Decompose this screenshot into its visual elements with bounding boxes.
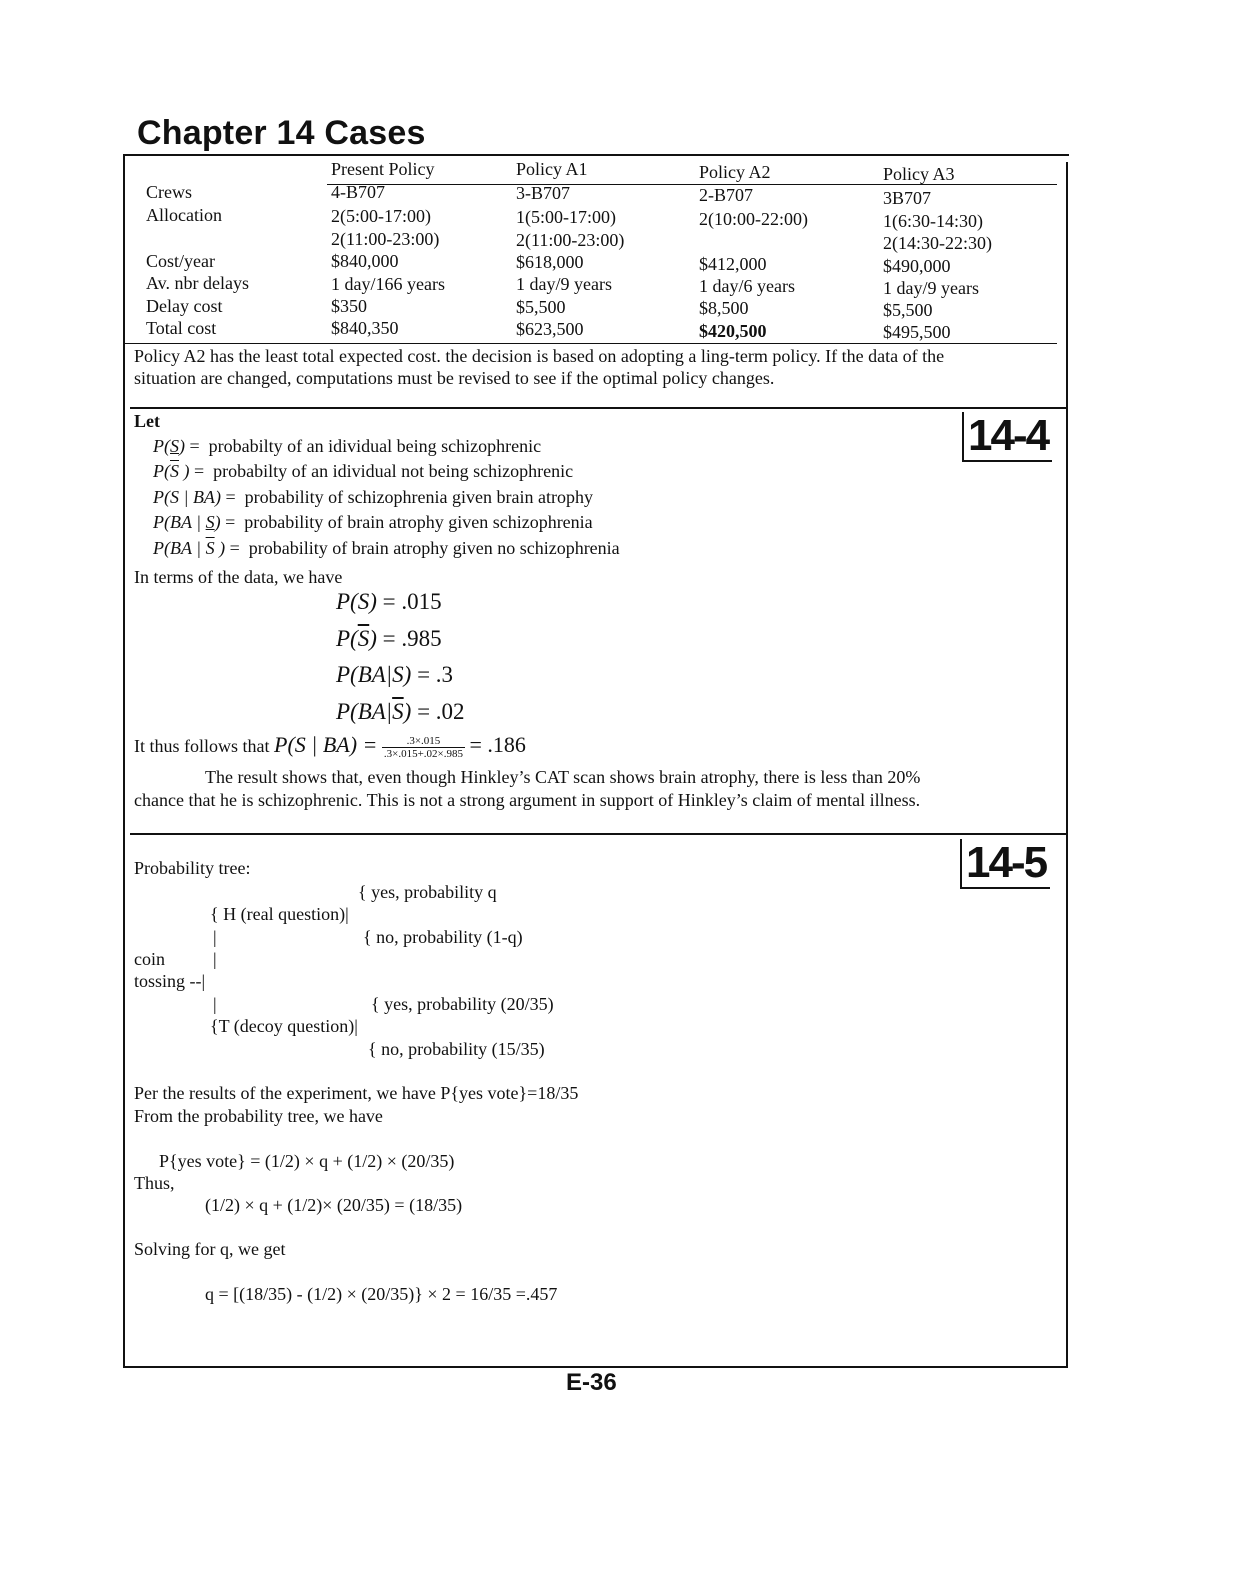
table-cell: $350 (331, 296, 367, 316)
page-number: E-36 (566, 1369, 617, 1396)
tree-node: {T (decoy question)| (210, 1016, 358, 1036)
table-cell: $490,000 (883, 256, 951, 276)
table-cell: 2-B707 (699, 185, 753, 205)
case-14-4-conclusion: chance that he is schizophrenic. This is not a strong argument in support of Hinkley’s claim of mental illness. (134, 790, 921, 810)
definition-text: probabilty of an idividual being schizophrenic (208, 436, 542, 456)
definition-lhs: P(BA | $\overline{S}$ ) (153, 538, 226, 558)
table-bottom-rule (124, 343, 1057, 344)
table-cell: 2(10:00-22:00) (699, 209, 808, 229)
table-cell: 2(14:30-22:30) (883, 233, 992, 253)
result-prefix: It thus follows that (134, 736, 270, 756)
data-intro: In terms of the data, we have (134, 567, 343, 587)
data-equation: P(BA|S) = .3 (336, 662, 454, 687)
table-cell: $412,000 (699, 254, 767, 274)
table-cell: 1(5:00-17:00) (516, 207, 616, 227)
tree-node: { yes, probability q (358, 882, 497, 902)
table-top-rule (124, 154, 1069, 156)
tree-node: { yes, probability (20/35) (371, 994, 554, 1014)
solution-equation: P{yes vote} = (1/2) × q + (1/2) × (20/35) (159, 1151, 455, 1171)
tree-connector: | (213, 949, 217, 969)
table-cell: 2(11:00-23:00) (516, 230, 625, 250)
definition-row: $P(\overline{S}$ ) = probabilty of an idividual not being schizophrenic (153, 461, 574, 481)
let-label: Let (134, 411, 160, 431)
definition-text: probability of brain atrophy given schizophrenia (244, 512, 593, 532)
definition-row: P(BA | $\overline{S}$ ) = probability of brain atrophy given no schizophrenia (153, 538, 620, 558)
table-header-rule (327, 184, 1057, 185)
result-lhs: P(S | BA) = (274, 732, 378, 757)
solution-line: Per the results of the experiment, we have P{yes vote}=18/35 (134, 1083, 579, 1103)
definition-lhs: P(BA | S) (153, 512, 221, 532)
tree-root-label: coin (134, 949, 165, 969)
table-cell: $8,500 (699, 298, 749, 318)
case-badge-14-5: 14-5 (960, 839, 1050, 889)
policy-conclusion-line: situation are changed, computations must be revised to see if the optimal policy changes. (134, 368, 775, 388)
definition-text: probability of schizophrenia given brain atrophy (244, 487, 593, 507)
definition-lhs: $P(\overline{S}$ ) (153, 461, 190, 481)
case-14-4-conclusion: The result shows that, even though Hinkley’s CAT scan shows brain atrophy, there is less than 20% (205, 767, 921, 787)
row-label: Av. nbr delays (146, 273, 249, 293)
row-label: Allocation (146, 205, 222, 225)
table-cell: 1 day/166 years (331, 274, 445, 294)
definition-row: P(BA | S) = probability of brain atrophy given schizophrenia (153, 512, 593, 532)
case-badge-14-4: 14-4 (962, 412, 1052, 462)
row-label: Delay cost (146, 296, 223, 316)
definition-lhs: P(S) (153, 436, 185, 456)
table-cell-highlight: $420,500 (699, 321, 767, 341)
frame-right-border (1066, 162, 1068, 1368)
solution-line: From the probability tree, we have (134, 1106, 383, 1126)
table-header: Policy A1 (516, 159, 588, 179)
frame-left-border (123, 154, 125, 1368)
definition-text: probabilty of an idividual not being schizophrenic (213, 461, 574, 481)
table-header: Present Policy (331, 159, 435, 179)
table-cell: 2(11:00-23:00) (331, 229, 440, 249)
table-header: Policy A2 (699, 162, 771, 182)
section-divider-14-5 (130, 833, 1067, 835)
table-cell: 1 day/9 years (883, 278, 979, 298)
data-equation: $P(BA|\overline{S}) = .02$ (336, 699, 465, 724)
policy-conclusion-line: Policy A2 has the least total expected cost. the decision is based on adopting a ling-term policy. If the data of the (134, 346, 945, 366)
data-value: .985 (401, 626, 442, 651)
solution-line: Thus, (134, 1173, 175, 1193)
data-value: .3 (435, 662, 454, 687)
frame-bottom-border (123, 1366, 1068, 1368)
row-label: Cost/year (146, 251, 215, 271)
tree-connector: | (213, 994, 217, 1014)
table-header: Policy A3 (883, 164, 955, 184)
table-cell: 3-B707 (516, 183, 570, 203)
tree-label: Probability tree: (134, 858, 251, 878)
section-divider-14-4 (130, 407, 1067, 409)
data-value: .015 (401, 589, 442, 614)
solution-equation: (1/2) × q + (1/2)× (20/35) = (18/35) (205, 1195, 463, 1215)
tree-connector: | (213, 927, 217, 947)
tree-node: { H (real question)| (210, 904, 349, 924)
solution-equation: q = [(18/35) - (1/2) × (20/35)} × 2 = 16/35 =.457 (205, 1284, 558, 1304)
table-cell: 2(5:00-17:00) (331, 206, 431, 226)
result-fraction: $\frac{.3\times.015}{.3\times.015+.02\times.985}$ (383, 735, 463, 761)
tree-node: { no, probability (15/35) (368, 1039, 545, 1059)
data-equation: P(S) = .015 (336, 589, 442, 614)
definition-lhs: P(S | BA) (153, 487, 221, 507)
data-equation: $P(\overline{S}) = .985$ (336, 626, 442, 651)
table-cell: 4-B707 (331, 182, 385, 202)
solution-line: Solving for q, we get (134, 1239, 286, 1259)
tree-node: { no, probability (1-q) (363, 927, 523, 947)
table-cell: 1(6:30-14:30) (883, 211, 983, 231)
table-cell: 1 day/6 years (699, 276, 795, 296)
result-equation (134, 730, 526, 761)
table-cell: $840,000 (331, 251, 399, 271)
definition-text: probability of brain atrophy given no schizophrenia (248, 538, 620, 558)
table-cell: $840,350 (331, 318, 399, 338)
table-cell: 1 day/9 years (516, 274, 612, 294)
result-value: = .186 (469, 732, 526, 757)
table-cell: $495,500 (883, 322, 951, 342)
data-value: .02 (435, 699, 465, 724)
table-cell: 3B707 (883, 188, 932, 208)
definition-row: P(S | BA) = probability of schizophrenia given brain atrophy (153, 487, 593, 507)
tree-root-label: tossing --| (134, 971, 206, 991)
definition-row: P(S) = probabilty of an idividual being schizophrenic (153, 436, 542, 456)
page-title: Chapter 14 Cases (137, 114, 426, 152)
table-cell: $618,000 (516, 252, 584, 272)
row-label: Total cost (146, 318, 217, 338)
table-cell: $5,500 (883, 300, 933, 320)
table-cell: $623,500 (516, 319, 584, 339)
table-cell: $5,500 (516, 297, 566, 317)
row-label: Crews (146, 182, 192, 202)
